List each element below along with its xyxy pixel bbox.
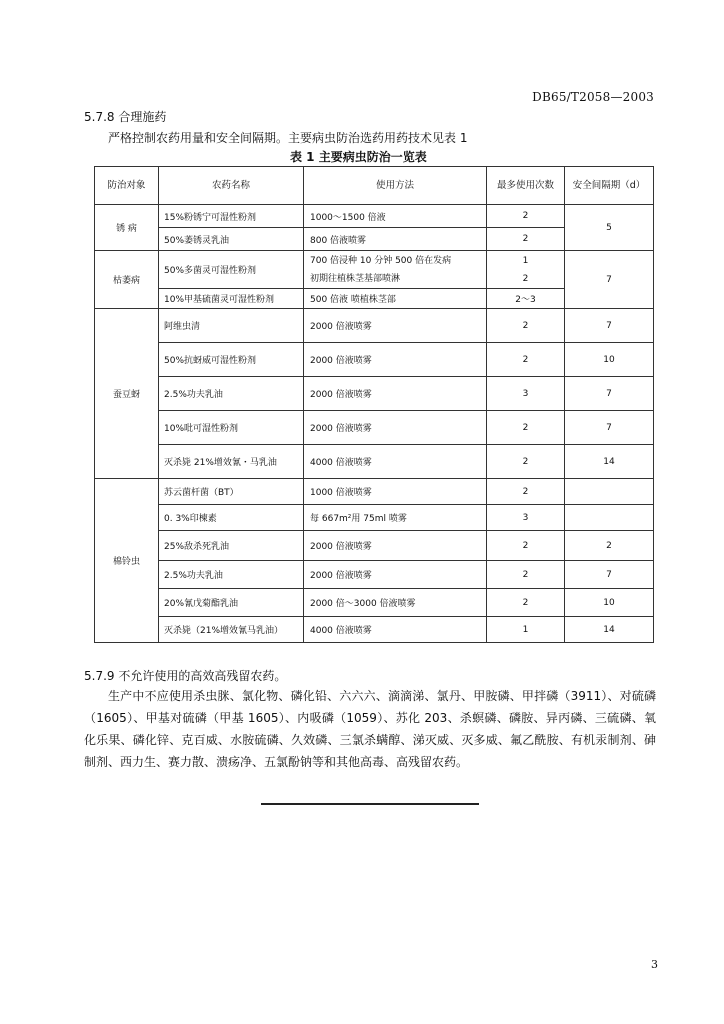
safety-interval: 14 (565, 445, 654, 479)
pest-control-table (94, 166, 654, 643)
table-row (95, 343, 654, 377)
target-cell: 蚕豆蚜 (95, 309, 159, 479)
pesticide-name: 50%萎锈灵乳油 (159, 228, 304, 251)
safety-interval (565, 505, 654, 531)
section-5-7-9-body: 生产中不应使用杀虫脒、氯化物、磷化铅、六六六、滴滴涕、氯丹、甲胺磷、甲拌磷（3911）、对硫磷（1605）、甲基对硫磷（甲基 1605）、内吸磷（1059）、苏化 203、杀螟磷、磷胺、异丙磷、三硫磷、氧化乐果、磷化锌、克百威、水胺硫磷、久效磷、三氯杀螨醇、涕灭威、灭多威、氟乙酰胺、有机汞制剂、砷制剂、西力生、赛力散、溃疡净、五氯酚钠等和其他高毒、高残留农药。 (84, 689, 656, 769)
table-row (95, 479, 654, 505)
target-cell: 棉铃虫 (95, 479, 159, 643)
pesticide-name: 10%甲基硫菌灵可湿性粉剂 (159, 289, 304, 309)
max-times: 2 (487, 343, 565, 377)
usage-method: 2000 倍液喷雾 (304, 561, 487, 589)
pesticide-name: 2.5%功夫乳油 (159, 561, 304, 589)
table-row (95, 251, 654, 289)
usage-method: 每 667m²用 75ml 喷雾 (304, 505, 487, 531)
max-times: 2 (487, 479, 565, 505)
usage-method: 800 倍液喷雾 (304, 228, 487, 251)
end-rule (261, 803, 479, 805)
usage-method: 1000～1500 倍液 (304, 205, 487, 228)
header-usage: 使用方法 (304, 167, 487, 205)
target-cell: 锈 病 (95, 205, 159, 251)
pesticide-name: 10%吡可湿性粉剂 (159, 411, 304, 445)
pesticide-name: 0. 3%印楝素 (159, 505, 304, 531)
usage-line: 初期往植株茎基部喷淋 (310, 273, 401, 284)
table-row (95, 445, 654, 479)
table-header-row (95, 167, 654, 205)
pesticide-name: 灭杀毙 21%增效氰・马乳油 (159, 445, 304, 479)
pesticide-name: 20%氰戊菊酯乳油 (159, 589, 304, 617)
safety-interval: 10 (565, 589, 654, 617)
max-times: 2 (487, 445, 565, 479)
safety-interval: 2 (565, 531, 654, 561)
safety-interval: 5 (565, 205, 654, 251)
table-row (95, 617, 654, 643)
max-times: 2～3 (487, 289, 565, 309)
max-times: 1 (487, 617, 565, 643)
table-row (95, 531, 654, 561)
usage-method: 2000 倍液喷雾 (304, 411, 487, 445)
document-code: DB65/T2058—2003 (532, 90, 654, 104)
usage-method: 500 倍液 喷植株茎部 (304, 289, 487, 309)
pesticide-name: 灭杀毙（21%增效氰马乳油） (159, 617, 304, 643)
pesticide-name: 25%敌杀死乳油 (159, 531, 304, 561)
max-times: 2 (487, 411, 565, 445)
safety-interval: 7 (565, 411, 654, 445)
safety-interval: 7 (565, 251, 654, 309)
usage-method: 4000 倍液喷雾 (304, 617, 487, 643)
header-target: 防治对象 (95, 167, 159, 205)
usage-method: 4000 倍液喷雾 (304, 445, 487, 479)
usage-method: 2000 倍液喷雾 (304, 309, 487, 343)
target-cell: 枯萎病 (95, 251, 159, 309)
max-times: 3 (487, 505, 565, 531)
usage-method: 2000 倍液喷雾 (304, 531, 487, 561)
max-times: 2 (487, 228, 565, 251)
table-row (95, 561, 654, 589)
times-line: 2 (522, 273, 529, 284)
max-times: 3 (487, 377, 565, 411)
max-times (487, 251, 565, 289)
safety-interval: 7 (565, 561, 654, 589)
table-row (95, 505, 654, 531)
usage-method: 2000 倍液喷雾 (304, 343, 487, 377)
usage-method (304, 251, 487, 289)
section-5-7-8-intro: 严格控制农药用量和安全间隔期。主要病虫防治选药用药技术见表 1 (108, 131, 468, 145)
safety-interval (565, 479, 654, 505)
section-5-7-9-title: 5.7.9 不允许使用的高效高残留农药。 (84, 669, 287, 683)
table-caption: 表 1 主要病虫防治一览表 (290, 150, 427, 164)
table-row (95, 377, 654, 411)
usage-method: 2000 倍液喷雾 (304, 377, 487, 411)
page-number: 3 (651, 958, 658, 971)
pesticide-name: 50%多菌灵可湿性粉剂 (159, 251, 304, 289)
max-times: 2 (487, 589, 565, 617)
pesticide-name: 50%抗蚜威可湿性粉剂 (159, 343, 304, 377)
safety-interval: 7 (565, 309, 654, 343)
usage-method: 1000 倍液喷雾 (304, 479, 487, 505)
header-times: 最多使用次数 (487, 167, 565, 205)
safety-interval: 7 (565, 377, 654, 411)
safety-interval: 10 (565, 343, 654, 377)
max-times: 2 (487, 561, 565, 589)
table-row (95, 411, 654, 445)
usage-line: 700 倍浸种 10 分钟 500 倍在发病 (310, 255, 452, 266)
usage-method: 2000 倍～3000 倍液喷雾 (304, 589, 487, 617)
pesticide-name: 15%粉锈宁可湿性粉剂 (159, 205, 304, 228)
pesticide-name: 2.5%功夫乳油 (159, 377, 304, 411)
table-row (95, 205, 654, 228)
max-times: 2 (487, 309, 565, 343)
pesticide-name: 阿维虫清 (159, 309, 304, 343)
safety-interval: 14 (565, 617, 654, 643)
header-name: 农药名称 (159, 167, 304, 205)
header-interval: 安全间隔期（d） (565, 167, 654, 205)
max-times: 2 (487, 531, 565, 561)
max-times: 2 (487, 205, 565, 228)
section-5-7-8-title: 5.7.8 合理施药 (84, 110, 167, 124)
table-row (95, 589, 654, 617)
pesticide-name: 苏云菌杆菌（BT） (159, 479, 304, 505)
table-row (95, 309, 654, 343)
times-line: 1 (522, 255, 529, 266)
